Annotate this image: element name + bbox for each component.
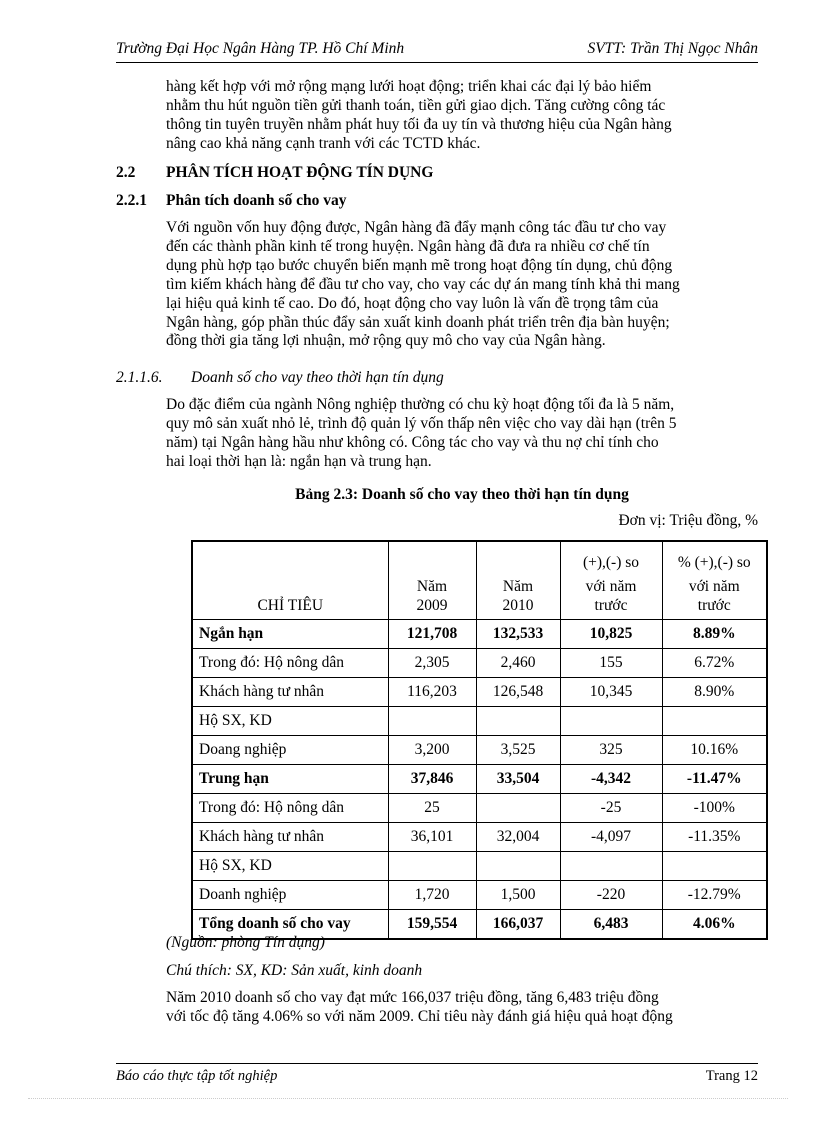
table-unit: Đơn vị: Triệu đồng, % <box>618 512 758 529</box>
row-label: Hộ SX, KD <box>192 851 388 880</box>
source-note: (Nguồn: phòng Tín dụng) <box>166 934 325 951</box>
cell-change: -25 <box>560 793 662 822</box>
cell-change: 155 <box>560 648 662 677</box>
cell-change: 10,825 <box>560 619 662 648</box>
text-line: Do đặc điểm của ngành Nông nghiệp thường có chu kỳ hoạt động tối đa là 5 năm, <box>166 396 675 413</box>
row-label: Trong đó: Hộ nông dân <box>192 793 388 822</box>
row-label: Khách hàng tư nhân <box>192 822 388 851</box>
footnote: Chú thích: SX, KD: Sản xuất, kinh doanh <box>166 962 423 979</box>
table-row <box>192 706 767 735</box>
text-line: đến các thành phần kinh tế trong huyện. Ngân hàng đã đưa ra nhiều cơ chế tín <box>166 237 650 255</box>
section-number-2-1-1-6: 2.1.1.6. <box>116 369 163 386</box>
text-line: thông tin tuyên truyền nhằm phát huy tối đa uy tín và thương hiệu của Ngân hàng <box>166 115 672 133</box>
header-percent-change: % (+),(-) so với năm trước <box>662 541 767 619</box>
cell-percent <box>662 706 767 735</box>
text-line: nhằm thu hút nguồn tiền gửi thanh toán, tiền gửi giao dịch. Tăng cường công tác <box>166 96 666 114</box>
paragraph-2-2-1 <box>166 219 758 351</box>
page-edge-divider <box>28 1098 788 1099</box>
cell-change: -4,097 <box>560 822 662 851</box>
cell-2010 <box>476 706 560 735</box>
cell-change: 325 <box>560 735 662 764</box>
cell-2010: 32,004 <box>476 822 560 851</box>
cell-percent: 8.90% <box>662 677 767 706</box>
cell-2009: 121,708 <box>388 619 476 648</box>
cell-2009 <box>388 851 476 880</box>
cell-change: 10,345 <box>560 677 662 706</box>
cell-2010 <box>476 851 560 880</box>
cell-percent: -11.47% <box>662 764 767 793</box>
row-label: Tổng doanh số cho vay <box>192 909 388 939</box>
row-label: Doang nghiệp <box>192 735 388 764</box>
cell-2010: 132,533 <box>476 619 560 648</box>
cell-2010: 3,525 <box>476 735 560 764</box>
table-row <box>192 764 767 793</box>
cell-change: -4,342 <box>560 764 662 793</box>
cell-percent <box>662 851 767 880</box>
row-label: Khách hàng tư nhân <box>192 677 388 706</box>
cell-2009: 1,720 <box>388 880 476 909</box>
loan-sales-table <box>191 540 768 940</box>
table-caption: Bảng 2.3: Doanh số cho vay theo thời hạn tín dụng <box>295 486 629 503</box>
cell-2010: 1,500 <box>476 880 560 909</box>
table-row <box>192 677 767 706</box>
row-label: Trong đó: Hộ nông dân <box>192 648 388 677</box>
text-line: dụng phù hợp tạo bước chuyển biến mạnh mẽ trong hoạt động tín dụng, chủ động <box>166 256 673 274</box>
cell-change <box>560 706 662 735</box>
header-2010: Năm 2010 <box>476 541 560 619</box>
table-row <box>192 851 767 880</box>
cell-2009: 3,200 <box>388 735 476 764</box>
cell-percent: 6.72% <box>662 648 767 677</box>
row-label: Hộ SX, KD <box>192 706 388 735</box>
header-school: Trường Đại Học Ngân Hàng TP. Hồ Chí Minh <box>116 40 405 57</box>
table-row <box>192 648 767 677</box>
header-change: (+),(-) so với năm trước <box>560 541 662 619</box>
page-header <box>116 40 758 60</box>
table-row <box>192 619 767 648</box>
cell-2009 <box>388 706 476 735</box>
page-number: Trang 12 <box>705 1068 758 1084</box>
header-2009: Năm 2009 <box>388 541 476 619</box>
cell-2009: 36,101 <box>388 822 476 851</box>
text-line: Năm 2010 doanh số cho vay đạt mức 166,037 triệu đồng, tăng 6,483 triệu đồng <box>166 989 659 1006</box>
cell-2009: 25 <box>388 793 476 822</box>
table-row <box>192 822 767 851</box>
text-line: quy mô sản xuất nhỏ lẻ, trình độ quản lý vốn thấp nên việc cho vay dài hạn (trên 5 <box>166 414 677 432</box>
cell-2009: 2,305 <box>388 648 476 677</box>
section-title-2-2: PHÂN TÍCH HOẠT ĐỘNG TÍN DỤNG <box>166 164 434 181</box>
section-number-2-2-1: 2.2.1 <box>116 192 147 209</box>
cell-percent: -11.35% <box>662 822 767 851</box>
table-header-row <box>192 541 767 619</box>
cell-percent: 10.16% <box>662 735 767 764</box>
text-line: hai loại thời hạn là: ngắn hạn và trung hạn. <box>166 452 432 470</box>
table-row <box>192 793 767 822</box>
section-number-2-2: 2.2 <box>116 164 136 181</box>
footer-report-title: Báo cáo thực tập tốt nghiệp <box>116 1068 278 1084</box>
header-indicator: CHỈ TIÊU <box>192 541 388 619</box>
text-line: Ngân hàng, góp phần thúc đẩy sản xuất kinh doanh phát triển trên địa bàn huyện; <box>166 313 670 331</box>
table-row <box>192 735 767 764</box>
text-line: hàng kết hợp với mở rộng mạng lưới hoạt động; triển khai các đại lý bảo hiểm <box>166 78 652 95</box>
text-line: nâng cao khả năng cạnh tranh với các TCTD khác. <box>166 134 481 152</box>
cell-change: 6,483 <box>560 909 662 939</box>
text-line: năm) tại Ngân hàng hầu như không có. Công tác cho vay và thu nợ chỉ tính cho <box>166 433 659 451</box>
cell-2009: 37,846 <box>388 764 476 793</box>
cell-change: -220 <box>560 880 662 909</box>
cell-percent: 8.89% <box>662 619 767 648</box>
cell-2010: 2,460 <box>476 648 560 677</box>
cell-2010: 126,548 <box>476 677 560 706</box>
footer-rule <box>116 1063 758 1064</box>
table-row <box>192 880 767 909</box>
cell-2010: 166,037 <box>476 909 560 939</box>
cell-2009: 159,554 <box>388 909 476 939</box>
row-label: Doanh nghiệp <box>192 880 388 909</box>
text-line: với tốc độ tăng 4.06% so với năm 2009. Chỉ tiêu này đánh giá hiệu quả hoạt động <box>166 1007 673 1025</box>
cell-2010: 33,504 <box>476 764 560 793</box>
row-label: Trung hạn <box>192 764 388 793</box>
cell-percent: -100% <box>662 793 767 822</box>
header-rule <box>116 62 758 63</box>
text-line: tìm kiếm khách hàng để đầu tư cho vay, cho vay các dự án mang tính khả thi mang <box>166 275 680 293</box>
cell-2009: 116,203 <box>388 677 476 706</box>
closing-paragraph <box>166 989 758 1027</box>
cell-2010 <box>476 793 560 822</box>
text-line: Với nguồn vốn huy động được, Ngân hàng đã đẩy mạnh công tác đầu tư cho vay <box>166 219 667 236</box>
text-line: đồng thời gia tăng lợi nhuận, mở rộng quy mô cho vay của Ngân hàng. <box>166 332 606 350</box>
header-student: SVTT: Trần Thị Ngọc Nhân <box>587 40 758 57</box>
paragraph-2-1-1-6 <box>166 396 758 472</box>
row-label: Ngắn hạn <box>192 619 388 648</box>
cell-percent: -12.79% <box>662 880 767 909</box>
text-line: lại hiệu quả kinh tế cao. Do đó, hoạt động cho vay luôn là vấn đề trọng tâm của <box>166 294 659 312</box>
cell-change <box>560 851 662 880</box>
section-title-2-1-1-6: Doanh số cho vay theo thời hạn tín dụng <box>191 369 444 386</box>
section-title-2-2-1: Phân tích doanh số cho vay <box>166 192 347 209</box>
cell-percent: 4.06% <box>662 909 767 939</box>
intro-paragraph <box>166 78 758 154</box>
